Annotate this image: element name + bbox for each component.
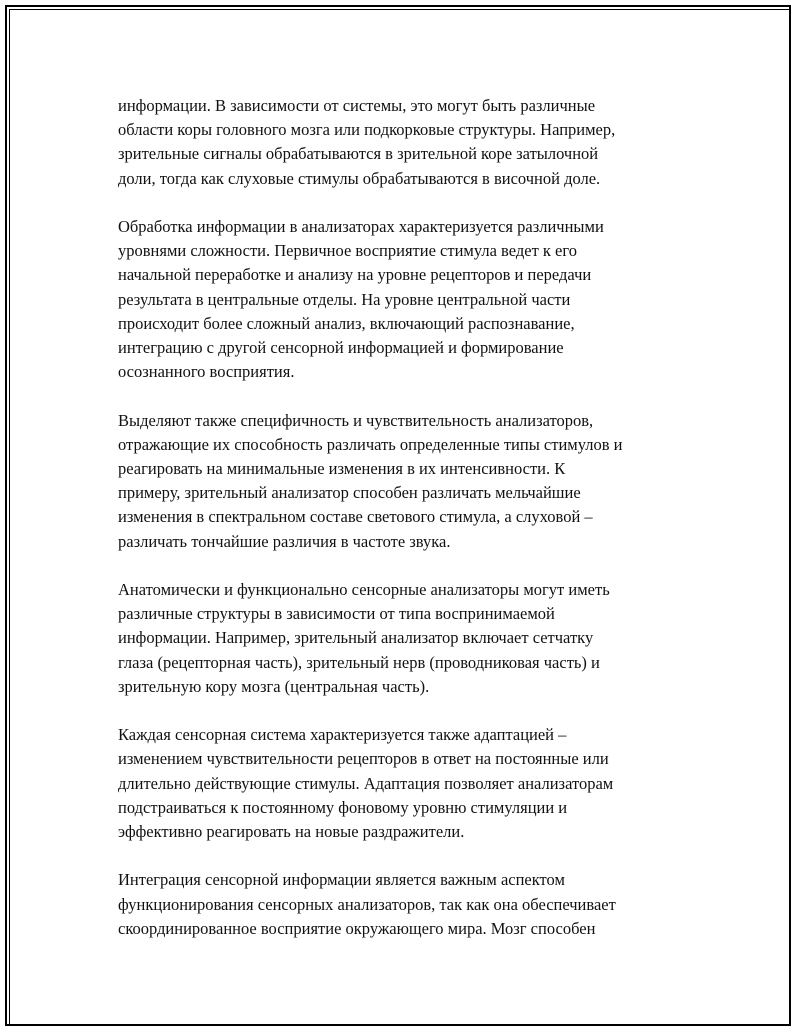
paragraph-2: Обработка информации в анализаторах характеризуется различными уровнями сложности. Первичное восприятие стимула ведет к его начальной переработке и анализу на уровне рецепторов и передачи результата в центральные отделы. На уровне центральной части происходит более сложный анализ, включающий распознавание, интеграцию с другой сенсорной информацией и формирование осознанного восприятия. xyxy=(118,217,604,382)
paragraph-3: Выделяют также специфичность и чувствительность анализаторов, отражающие их способность различать определенные типы стимулов и реагировать на минимальные изменения в их интенсивности. К примеру, зрительный анализатор способен различать мельчайшие изменения в спектральном составе светового стимула, а слуховой – различать тончайшие различия в частоте звука. xyxy=(118,410,623,551)
paragraph-1: информации. В зависимости от системы, это могут быть различные области коры головного мозга или подкорковые структуры. Например, зрительные сигналы обрабатываются в зрительной коре затылочной доли, тогда как слуховые стимулы обрабатываются в височной доле. xyxy=(118,96,616,188)
paragraph-5: Каждая сенсорная система характеризуется также адаптацией – изменением чувствительности рецепторов в ответ на постоянные или длительно действующие стимулы. Адаптация позволяет анализаторам подстраиваться к постоянному фоновому уровню стимуляции и эффективно реагировать на новые раздражители. xyxy=(118,725,614,842)
document-body xyxy=(118,94,698,965)
paragraph-4: Анатомически и функционально сенсорные анализаторы могут иметь различные структуры в зависимости от типа воспринимаемой информации. Например, зрительный анализатор включает сетчатку глаза (рецепторная часть), зрительный нерв (проводниковая часть) и зрительную кору мозга (центральная часть). xyxy=(118,580,610,696)
paragraph-6: Интеграция сенсорной информации является важным аспектом функционирования сенсорных анализаторов, так как она обеспечивает скоординированное восприятие окружающего мира. Мозг способен xyxy=(118,870,616,938)
